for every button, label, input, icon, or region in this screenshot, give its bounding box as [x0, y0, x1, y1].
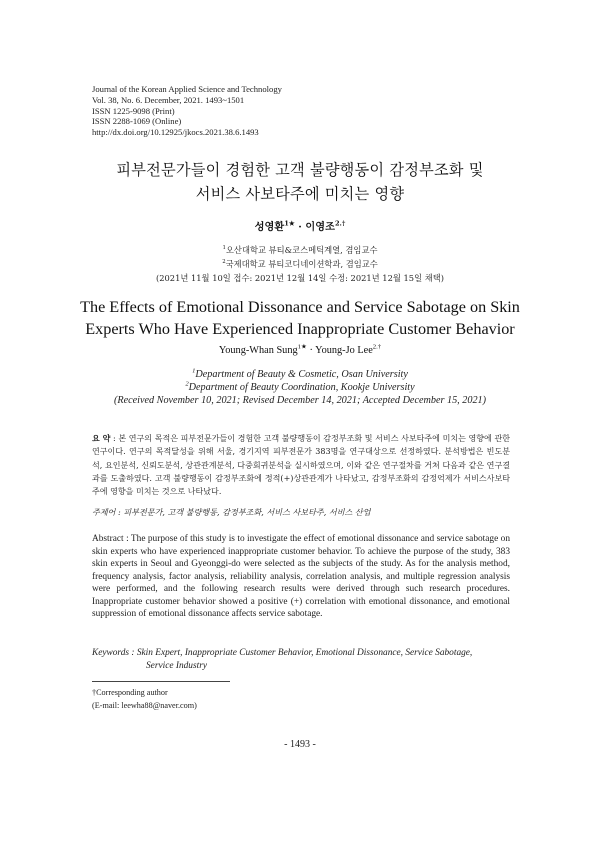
- issn-online: ISSN 2288-1069 (Online): [92, 116, 182, 127]
- english-affil2-sup: 2: [185, 380, 189, 388]
- english-affil1: [60, 369, 540, 382]
- english-affil1-sup: 1: [192, 367, 196, 375]
- corresponding-author: †Corresponding author: [92, 688, 168, 697]
- korean-affiliations: [60, 243, 540, 285]
- english-keywords: [92, 647, 512, 672]
- korean-dates: (2021년 11월 10일 접수: 2021년 12월 14일 수정: 2021년 12월 15일 채택): [156, 273, 444, 283]
- korean-author2-sup: 2.†: [334, 219, 346, 228]
- korean-authors: [60, 218, 540, 233]
- english-keywords-list: : Skin Expert, Inappropriate Customer Behavior, Emotional Dissonance, Service Sabotage,: [129, 648, 473, 658]
- korean-title: [60, 158, 540, 206]
- english-abstract-label: Abstract: [92, 534, 124, 544]
- english-dates: (Received November 10, 2021; Revised December 14, 2021; Accepted December 15, 2021): [113, 394, 487, 406]
- english-title-line1: The Effects of Emotional Dissonance and Service Sabotage on Skin: [80, 298, 520, 316]
- english-author2-sup: 2.†: [372, 343, 382, 351]
- korean-author2: 이영조: [305, 221, 335, 233]
- korean-author-sep: ·: [294, 221, 306, 233]
- korean-author1: 성영환: [254, 221, 285, 233]
- korean-title-line2: 서비스 사보타주에 미치는 영향: [195, 185, 405, 203]
- english-author2: Young-Jo Lee: [315, 345, 373, 356]
- korean-author1-sup: 1★: [284, 219, 295, 228]
- english-author1: Young-Whan Sung: [218, 345, 298, 356]
- korean-affil2-text: 국제대학교 뷰티코디네이션학과, 겸임교수: [225, 259, 378, 269]
- english-keywords-line1: [92, 647, 512, 660]
- english-author1-sup: 1★: [297, 343, 307, 351]
- footnote: [92, 686, 392, 712]
- journal-name: Journal of the Korean Applied Science and Technology: [92, 84, 282, 94]
- korean-affil2: [60, 257, 540, 271]
- korean-keywords: 주제어 : 피부전문가, 고객 불량행동, 감정부조화, 서비스 사보타주, 서비스 산업: [92, 507, 371, 517]
- english-title: [70, 296, 530, 340]
- page-number: - 1493 -: [284, 739, 316, 750]
- doi-link[interactable]: http://dx.doi.org/10.12925/jkocs.2021.38.6.1493: [92, 127, 259, 138]
- korean-title-line1: 피부전문가들이 경험한 고객 불량행동이 감정부조화 및: [116, 161, 484, 179]
- english-keywords-label: Keywords: [92, 648, 130, 658]
- journal-info: [92, 84, 392, 138]
- journal-volume: Vol. 38, No. 6. December, 2021. 1493~1501: [92, 94, 245, 105]
- english-abstract-text: : The purpose of this study is to investigate the effect of emotional dissonance and service sabotage on skin experts who have experienced inappropriate customer behavior. To achieve the purpose of the study, 383 skin experts in Seoul and Gyeonggi-do were selected as the subjects of the study. As for the analysis method, frequency analysis, factor analysis, reliability analysis, correlation analysis, and multiple regression analysis were performed, and the following research results were derived through such research procedures. Inappropriate customer behavior showed a positive (+) correlation with emotional dissonance, and emotional suppression of emotional dissonance affects service sabotage.: [92, 534, 510, 619]
- korean-affil1: [60, 243, 540, 257]
- korean-affil2-sup: 2: [222, 259, 226, 266]
- corresponding-email: (E-mail: leewha88@naver.com): [92, 701, 197, 710]
- english-title-line2: Experts Who Have Experienced Inappropriate Customer Behavior: [85, 320, 515, 338]
- korean-affil1-text: 오산대학교 뷰티&코스메틱계열, 겸임교수: [225, 245, 378, 255]
- footnote-divider: [92, 681, 230, 682]
- english-affiliations: [60, 369, 540, 407]
- english-affil2: [60, 382, 540, 395]
- english-affil1-text: Department of Beauty & Cosmetic, Osan University: [195, 369, 408, 380]
- korean-abstract-text: : 본 연구의 목적은 피부전문가들이 경험한 고객 불량행동이 감정부조화 및 서비스 사보타주에 미치는 영향에 관한 연구이다. 연구의 목적달성을 위해 서울, 경기지역 피부전문가 383명을 연구대상으로 선정하였다. 분석방법은 빈도분석, 요인분석, 신뢰도분석, 상관관계분석, 다중회귀분석을 실시하였으며, 이와 같은 연구절차를 거쳐 다음과 같은 연구결과를 도출하였다. 고객 불량행동이 감정부조화에 정적(+)상관관계가 나타났고, 감정부조화의 감정억제가 서비스사보타주에 영향을 미치는 것으로 나타났다.: [92, 434, 510, 497]
- korean-affil1-sup: 1: [222, 245, 226, 252]
- english-authors: [60, 345, 540, 356]
- english-affil2-text: Department of Beauty Coordination, Kookje University: [188, 381, 415, 393]
- korean-abstract: [92, 432, 510, 498]
- korean-abstract-label: 요 약: [92, 433, 111, 443]
- english-author-sep: ·: [306, 345, 316, 356]
- english-keywords-line2: Service Industry: [146, 660, 207, 671]
- issn-print: ISSN 1225-9098 (Print): [92, 105, 175, 116]
- english-abstract: [92, 533, 510, 621]
